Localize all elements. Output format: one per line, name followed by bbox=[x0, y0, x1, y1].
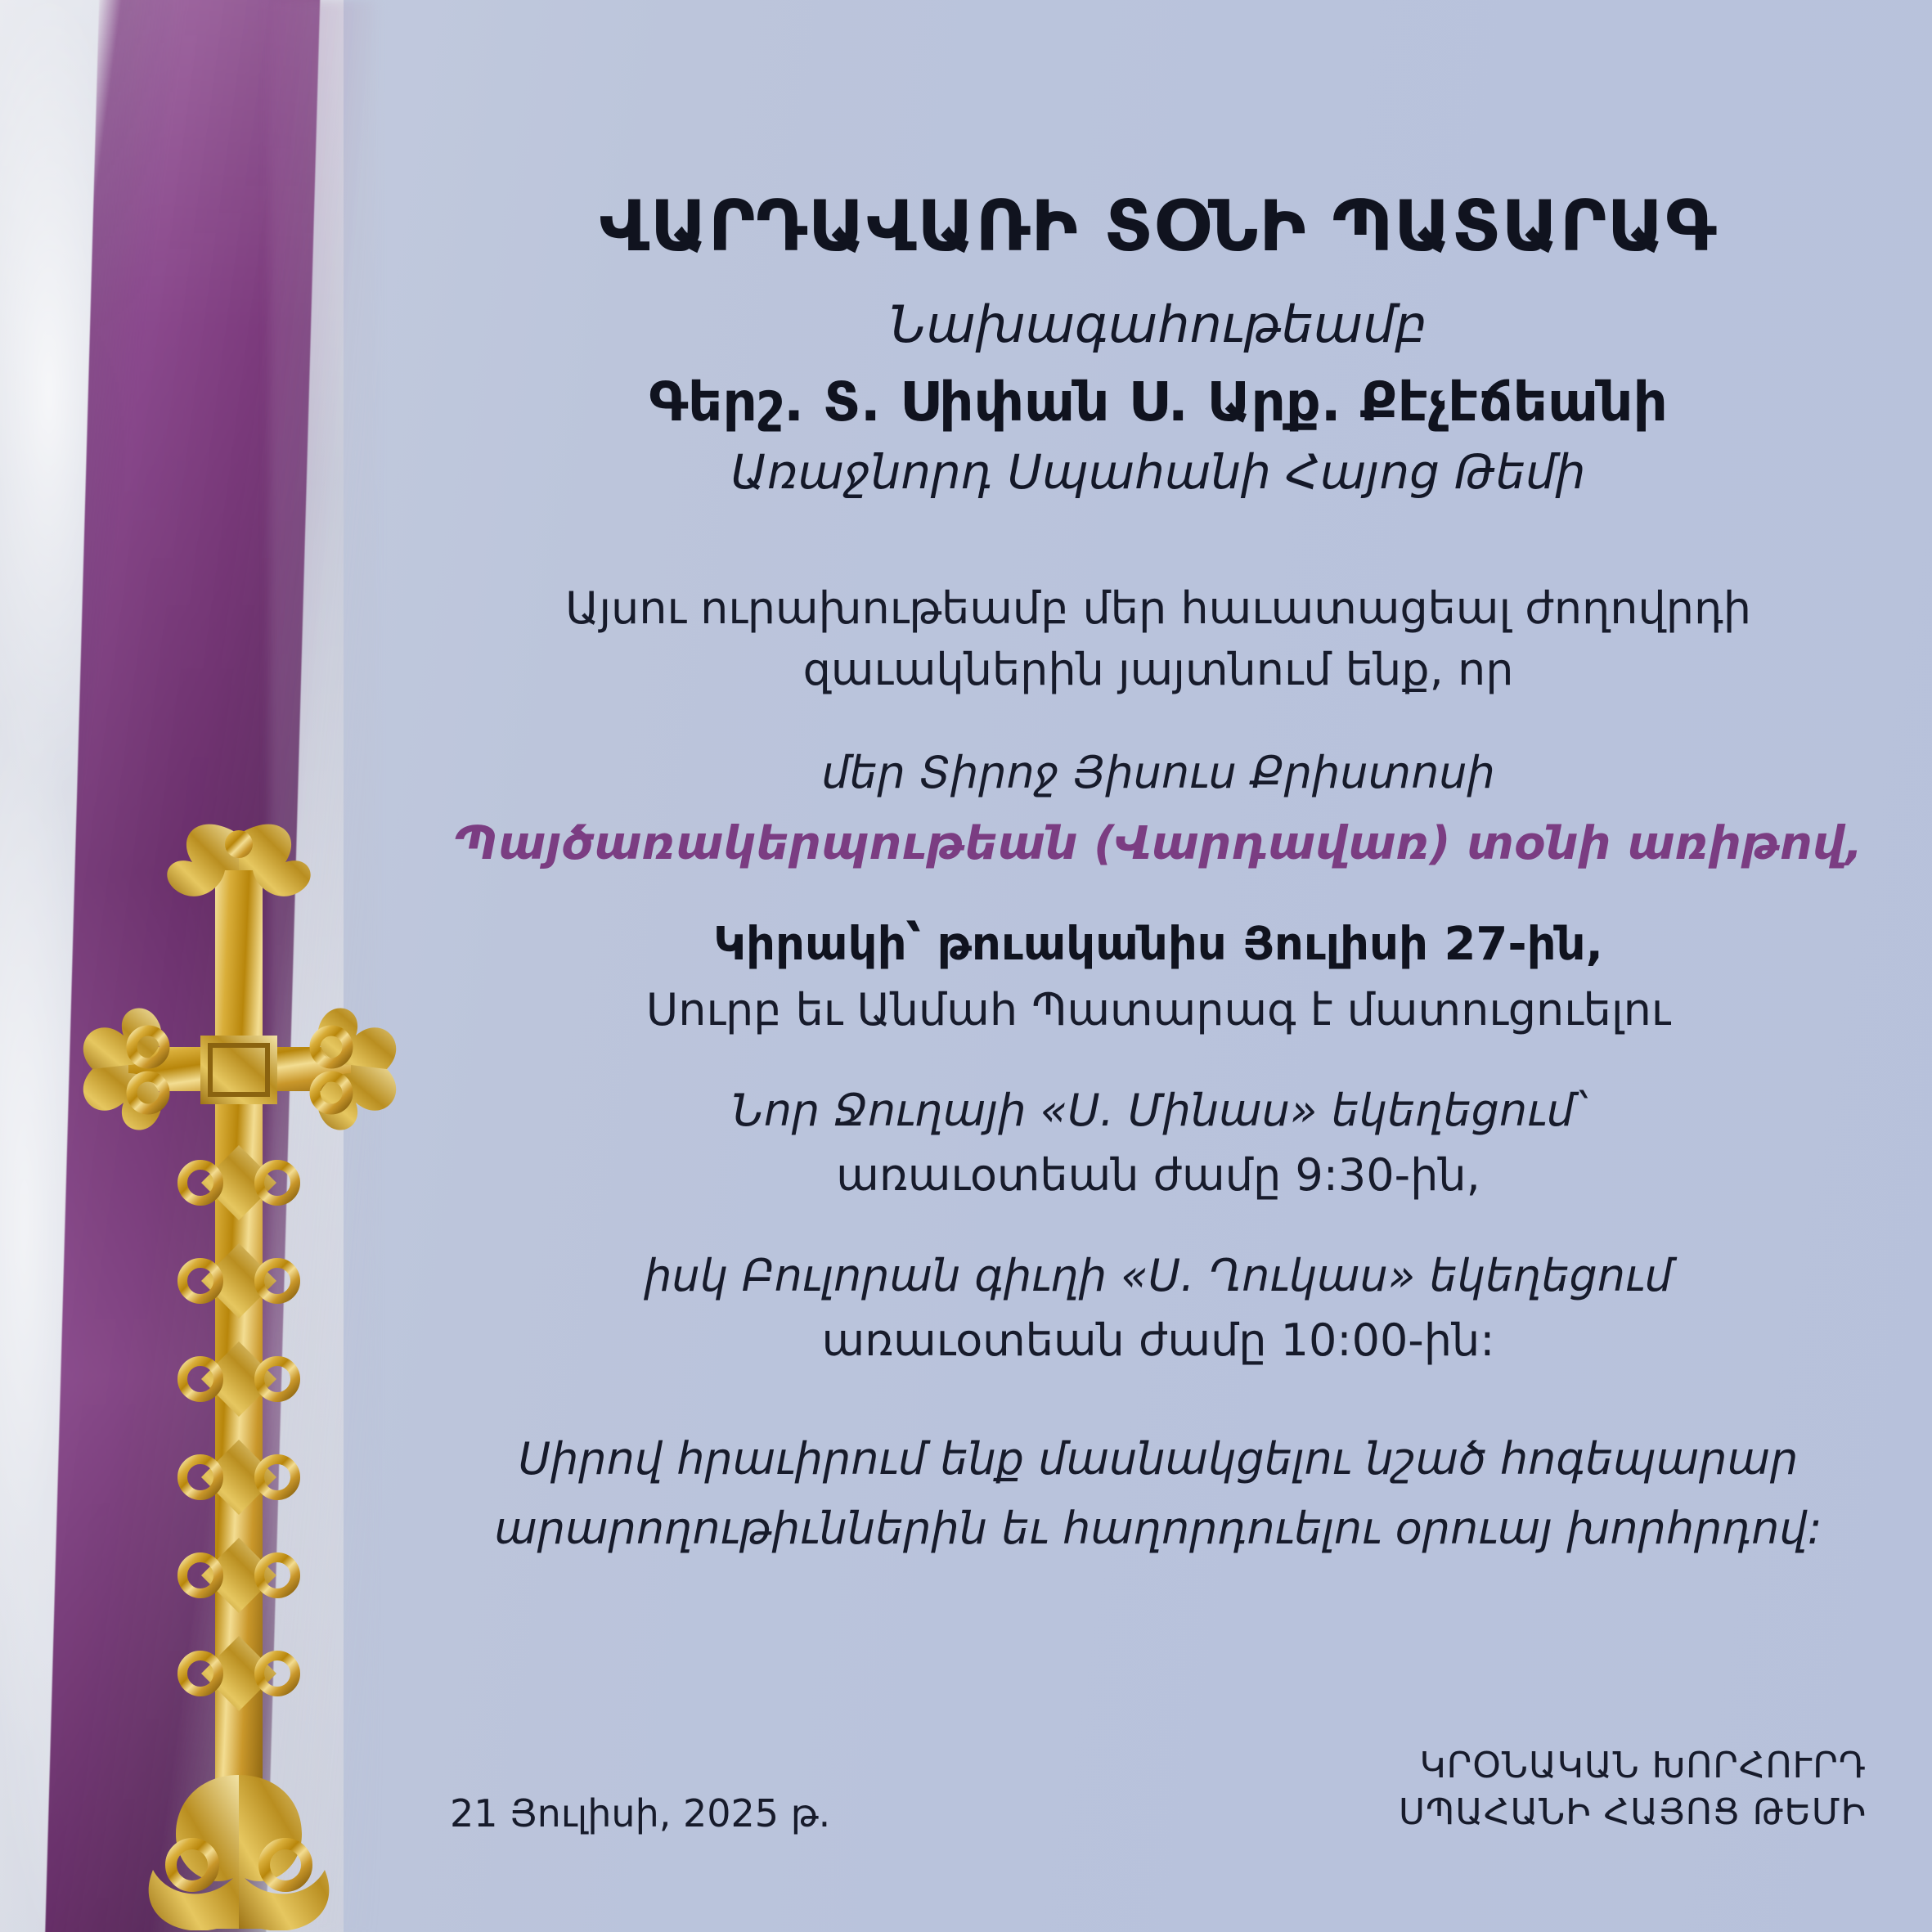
liturgy-line: Սուրբ եւ Անմահ Պատարագ է մատուցուելու bbox=[645, 983, 1671, 1036]
footer-org-line-2: ՍՊԱՀԱՆԻ ՀԱՅՈՑ ԹԵՄԻ bbox=[1398, 1790, 1867, 1833]
intro-line-1: Այսու ուրախութեամբ մեր հաւատացեալ ժողովրդի bbox=[564, 582, 1751, 635]
presided-label: Նախագահութեամբ bbox=[889, 294, 1427, 355]
poster-footer bbox=[450, 1743, 1867, 1835]
footer-org-line-1: ԿՐՕՆԱԿԱՆ ԽՈՐՀՈՒՐԴ bbox=[1419, 1745, 1867, 1787]
footer-organization bbox=[1399, 1743, 1867, 1835]
presider-name: Գերշ. Տ. Սիփան Ս. Արք. Քէչէճեանի bbox=[649, 371, 1668, 434]
lord-line: մեր Տիրոջ Յիսուս Քրիստոսի bbox=[821, 747, 1495, 799]
footer-date: 21 Յուլիսի, 2025 թ. bbox=[450, 1791, 831, 1835]
armenian-cross-icon bbox=[78, 802, 429, 1930]
page-title: ՎԱՐԴԱՎԱՌԻ ՏՕՆԻ ՊԱՏԱՐԱԳ bbox=[599, 186, 1718, 267]
invite-line-1: Սիրով հրաւիրում ենք մասնակցելու նշած հոգեպարար bbox=[518, 1432, 1799, 1485]
church-2-line: իսկ Բուլորան գիւղի «Ս. Ղուկաս» եկեղեցում bbox=[644, 1249, 1673, 1301]
date-line: Կիրակի՝ թուականիս Յուլիսի 27-ին, bbox=[713, 917, 1603, 971]
church-2-time: առաւօտեան ժամը 10:00-ին: bbox=[821, 1314, 1495, 1366]
intro-line-2: զաւակներին յայտնում ենք, որ bbox=[802, 643, 1514, 695]
invite-line-2: արարողութիւններին եւ հաղորդուելու օրուայ խորհրդով: bbox=[494, 1502, 1822, 1554]
announcement-body bbox=[450, 578, 1867, 1554]
poster-content bbox=[384, 0, 1932, 1932]
presider-role: Առաջնորդ Սպահանի Հայոց Թեմի bbox=[730, 444, 1586, 501]
feast-line: Պայծառակերպութեան (Վարդավառ) տօնի առիթով, bbox=[453, 816, 1863, 870]
church-1-line: Նոր Ջուղայի «Ս. Մինաս» եկեղեցում՝ bbox=[731, 1084, 1585, 1136]
church-1-time: առաւօտեան ժամը 9:30-ին, bbox=[836, 1148, 1480, 1201]
